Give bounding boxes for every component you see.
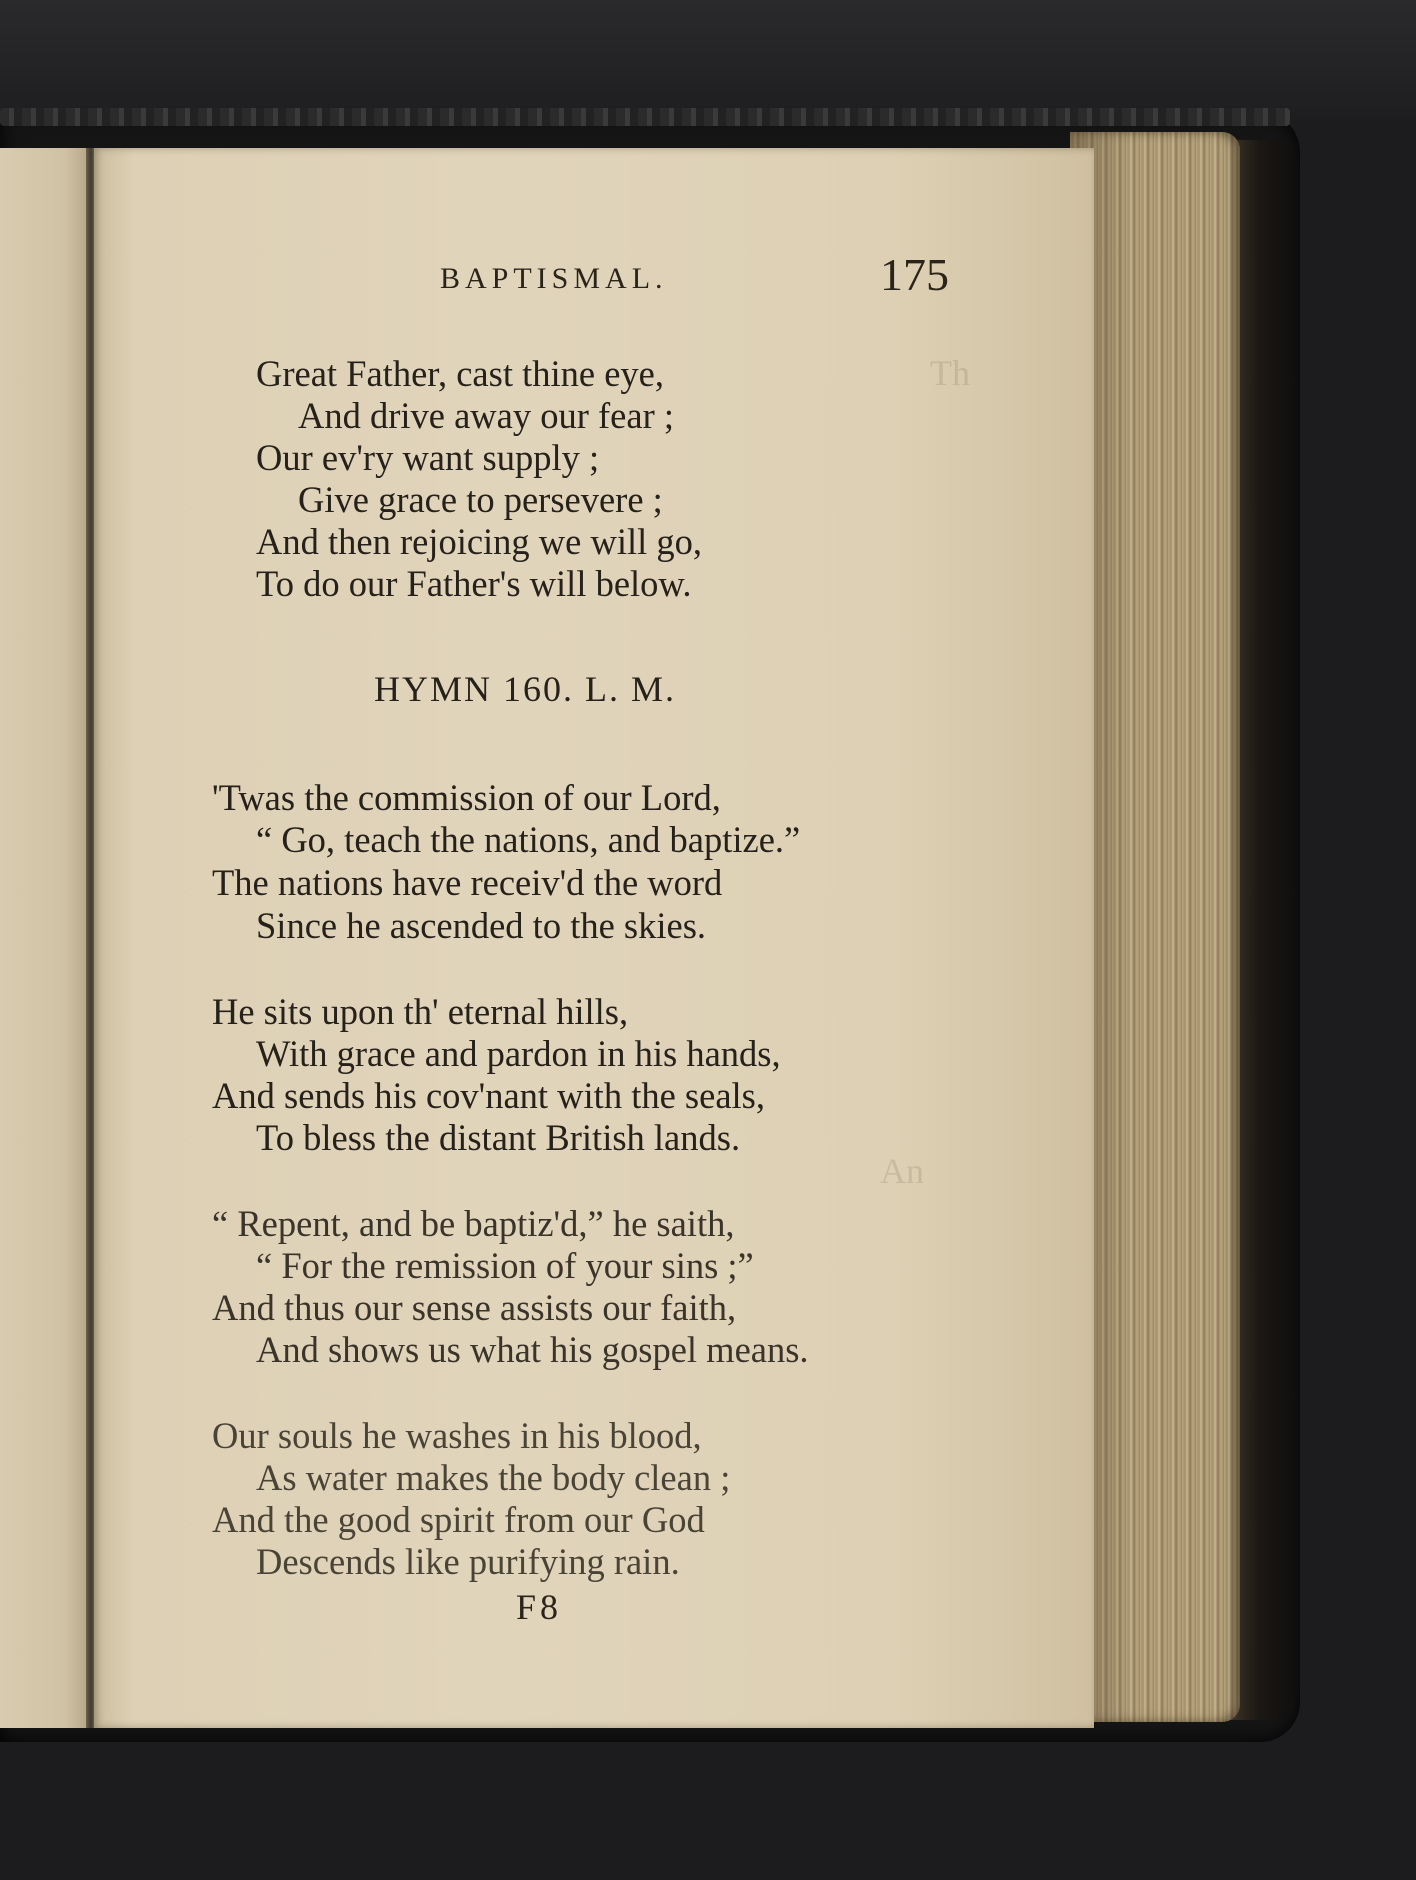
verse-line: “ Go, teach the nations, and baptize.” [256,819,801,860]
backdrop [0,0,1416,120]
verse-line: And thus our sense assists our faith, [212,1287,737,1328]
page-block-edges [1070,132,1240,1722]
verse-line: With grace and pardon in his hands, [256,1033,781,1074]
verse-line: Great Father, cast thine eye, [256,353,664,394]
verse-line: The nations have receiv'd the word [212,862,723,903]
verse-line: Our ev'ry want supply ; [256,437,600,478]
verse-line: He sits upon th' eternal hills, [212,991,629,1032]
verse-line: “ Repent, and be baptiz'd,” he saith, [212,1203,735,1244]
left-page-sliver [0,148,92,1728]
verse-line: And then rejoicing we will go, [256,521,703,562]
verse-line: To do our Father's will below. [256,563,692,604]
running-header: BAPTISMAL. [440,262,668,295]
page-number: 175 [880,249,949,300]
verse-line: And drive away our fear ; [298,395,674,436]
verse-line: Descends like purifying rain. [256,1541,680,1582]
verse-line: And shows us what his gospel means. [256,1329,809,1370]
verse-line: And sends his cov'nant with the seals, [212,1075,765,1116]
verse-line: Our souls he washes in his blood, [212,1415,702,1456]
verse-line: Give grace to persevere ; [298,479,663,520]
verse-line: And the good spirit from our God [212,1499,705,1540]
verse-line: Since he ascended to the skies. [256,905,707,946]
verse-line: To bless the distant British lands. [256,1117,741,1158]
verse-line: As water makes the body clean ; [256,1457,731,1498]
cover-top-edge [0,108,1290,126]
show-through: Th [930,353,970,393]
hymn-title: HYMN 160. L. M. [374,669,677,709]
verse-line: 'Twas the commission of our Lord, [212,777,721,818]
signature-mark: F8 [516,1587,563,1627]
verse-line: “ For the remission of your sins ;” [256,1245,754,1286]
show-through: An [880,1151,924,1191]
